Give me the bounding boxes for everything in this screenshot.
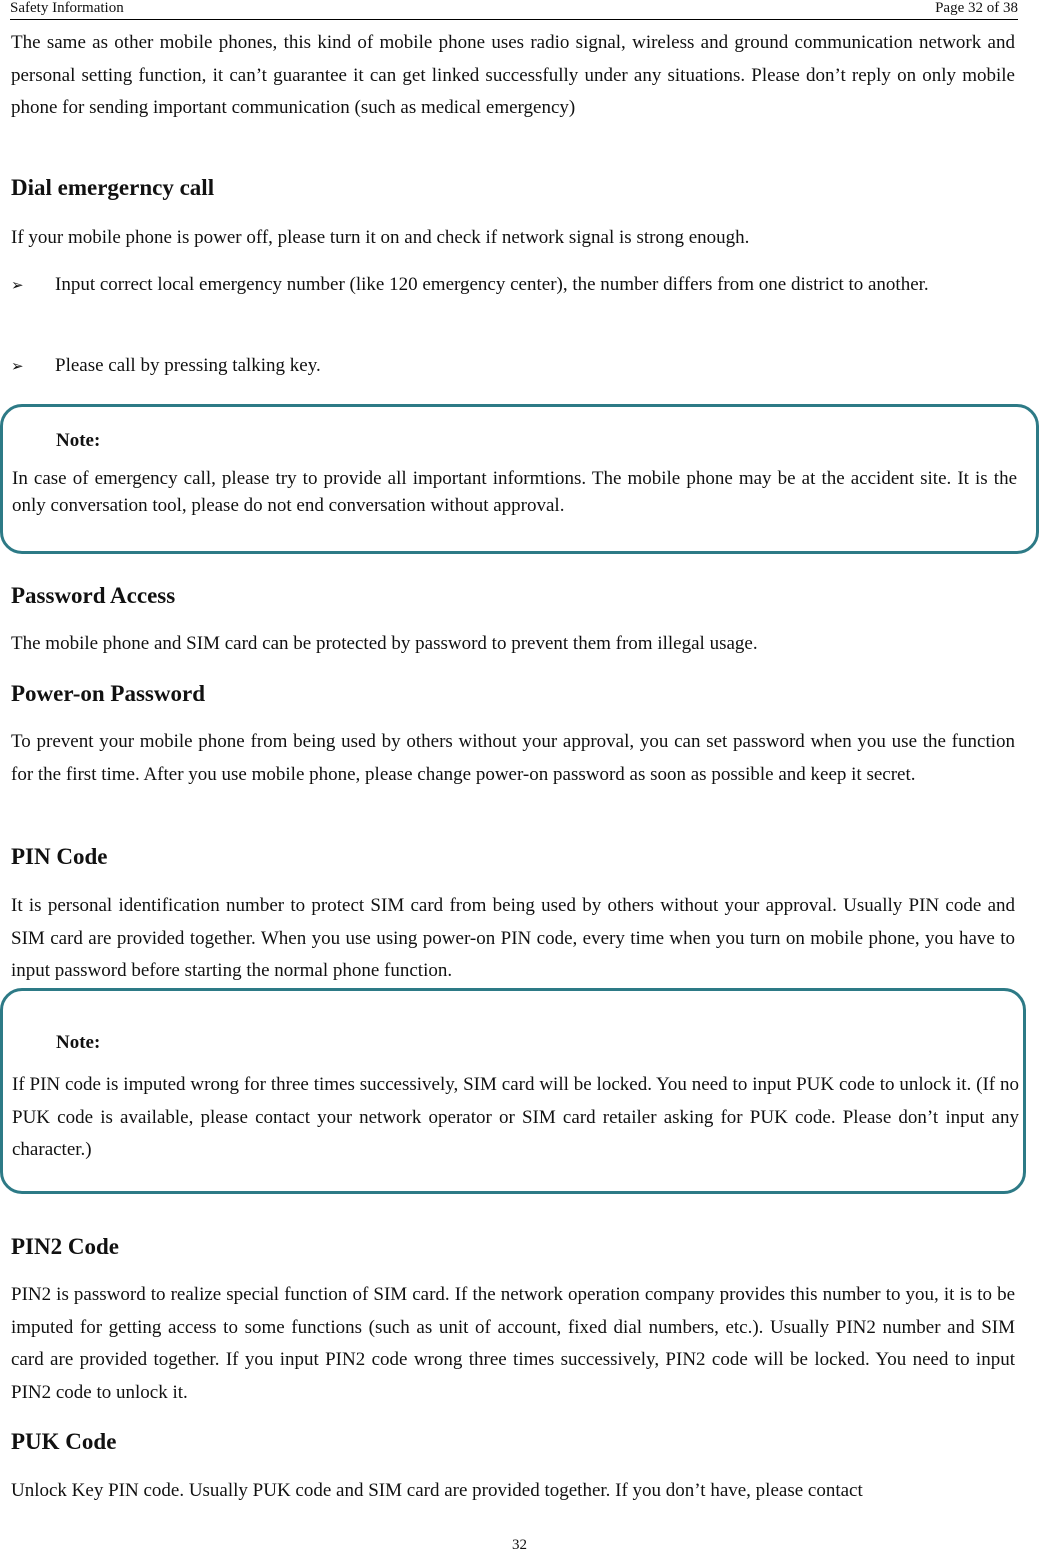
pin-section (11, 841, 1015, 873)
power-on-text: To prevent your mobile phone from being used by others without your approval, you can set password when you use the function for the first time. After you use mobile phone, please change power-on password as soon as possible and keep it secret. (11, 731, 1015, 785)
emergency-heading: Dial emergerncy call (11, 175, 215, 200)
bullet-item (11, 350, 1015, 383)
password-access-section (11, 580, 1015, 612)
power-on-heading: Power-on Password (11, 681, 205, 706)
puk-block (11, 1475, 1015, 1508)
emergency-bullet-2 (11, 350, 1015, 383)
note-text: If PIN code is imputed wrong for three times successively, SIM card will be locked. You need to input PUK code to unlock it. (If no PUK code is available, please contact your network operator or SIM card retailer asking for PUK code. Please don’t input any character.) (12, 1074, 1019, 1160)
arrow-bullet-icon: ➢ (11, 357, 24, 375)
pin-block (11, 890, 1015, 988)
emergency-text: If your mobile phone is power off, please turn it on and check if network signal is strong enough. (11, 227, 750, 248)
power-on-block (11, 726, 1015, 791)
emergency-section (11, 172, 1015, 204)
pin2-block (11, 1279, 1015, 1409)
emergency-text-block (11, 222, 1015, 255)
password-access-text: The mobile phone and SIM card can be protected by password to prevent them from illegal usage. (11, 633, 758, 654)
password-access-block (11, 628, 1015, 661)
pin2-section (11, 1231, 1015, 1263)
header-section-title: Safety Information (10, 0, 124, 16)
note-box-pin (0, 988, 1026, 1194)
power-on-section (11, 678, 1015, 710)
puk-section (11, 1426, 1015, 1458)
arrow-bullet-icon: ➢ (11, 276, 24, 294)
pin-heading: PIN Code (11, 844, 108, 869)
pin2-heading: PIN2 Code (11, 1234, 119, 1259)
page-header (10, 0, 1018, 20)
emergency-bullet-1 (11, 269, 1015, 302)
note-text: In case of emergency call, please try to provide all important informtions. The mobile phone may be at the accident site. It is the only conversation tool, please do not end conversation without approval. (12, 468, 1017, 516)
note-title: Note: (56, 1032, 101, 1053)
pin2-text: PIN2 is password to realize special function of SIM card. If the network operation company provides this number to you, it is to be imputed for getting access to some functions (such as unit of account, fixed dial numbers, etc.). Usually PIN2 number and SIM card are provided together. If you input PIN2 code wrong three times successively, PIN2 code will be locked. You need to input PIN2 code to unlock it. (11, 1284, 1015, 1403)
bullet-item (11, 269, 1015, 302)
password-access-heading: Password Access (11, 583, 176, 608)
page-number: 32 (512, 1537, 527, 1553)
note-box-emergency (0, 404, 1039, 554)
bullet-text: Please call by pressing talking key. (55, 355, 321, 376)
intro-block (11, 27, 1015, 125)
header-page-label: Page 32 of 38 (935, 0, 1018, 16)
puk-heading: PUK Code (11, 1429, 117, 1454)
note-title: Note: (56, 430, 101, 451)
pin-text: It is personal identification number to protect SIM card from being used by others without your approval. Usually PIN code and SIM card are provided together. When you use using power-on PIN code, every time when you turn on mobile phone, you have to input password before starting the normal phone function. (11, 895, 1015, 981)
bullet-text: Input correct local emergency number (like 120 emergency center), the number differs from one district to another. (55, 274, 929, 295)
intro-paragraph: The same as other mobile phones, this kind of mobile phone uses radio signal, wireless and ground communication network and personal setting function, it can’t guarantee it can get linked successfully under any situations. Please don’t reply on only mobile phone for sending important communication (such as medical emergency) (11, 32, 1015, 118)
puk-text: Unlock Key PIN code. Usually PUK code and SIM card are provided together. If you don’t have, please contact (11, 1480, 863, 1501)
